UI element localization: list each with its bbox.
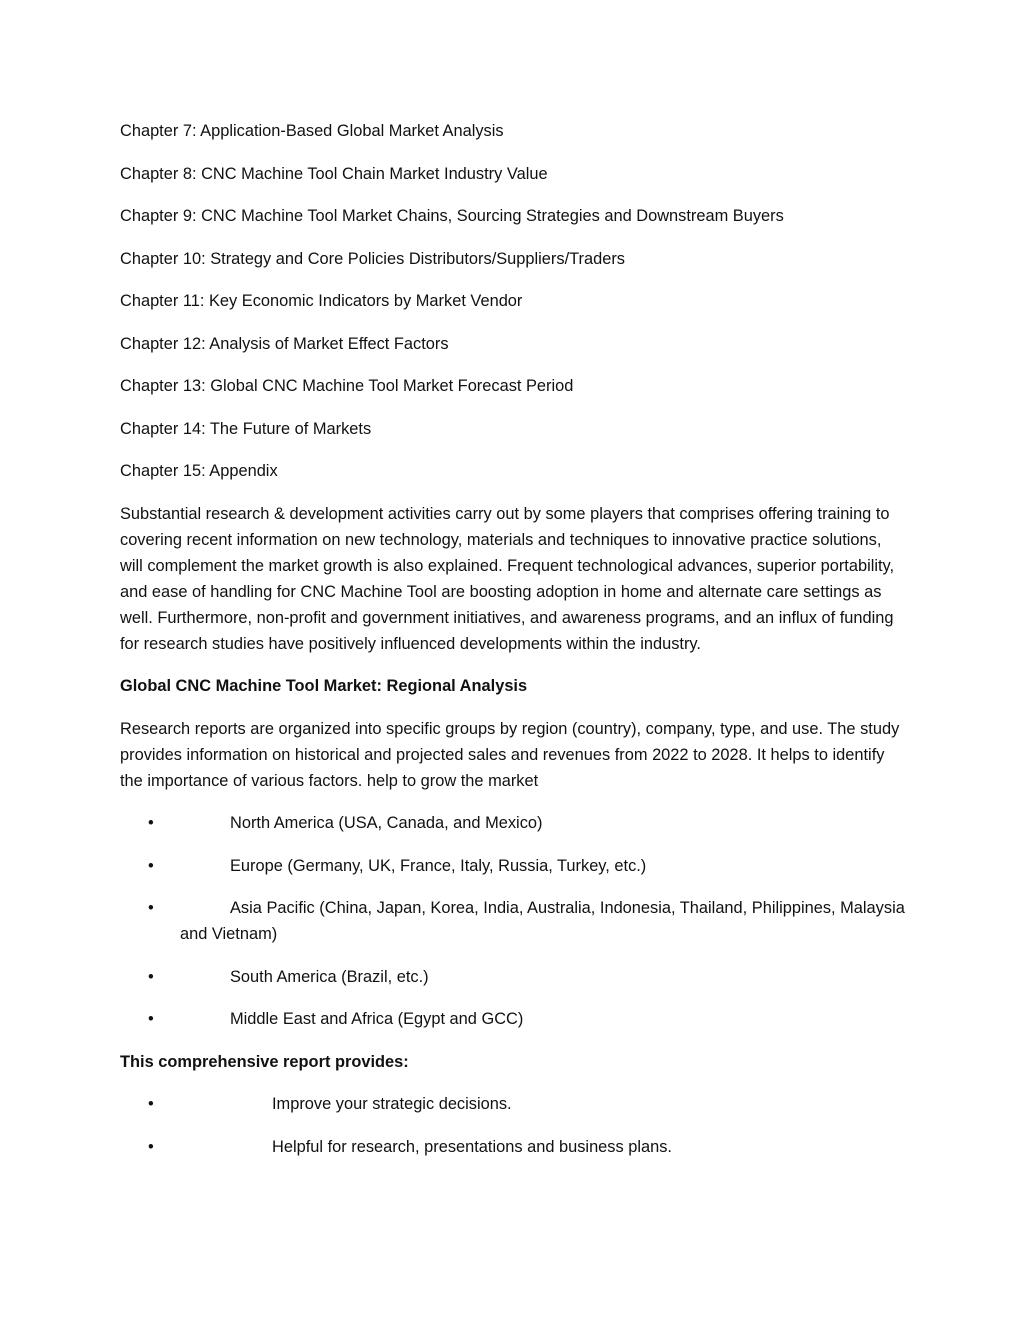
- regional-paragraph: Research reports are organized into specific groups by region (country), company, type, and use. The study provides information on historical and projected sales and revenues from 2022 to 2028. It helps to identify the importance of various factors. help to grow the market: [120, 719, 900, 790]
- report-item-label: Helpful for research, presentations and business plans.: [272, 1137, 672, 1156]
- region-label: North America (USA, Canada, and Mexico): [230, 814, 543, 832]
- chapter-8: Chapter 8: CNC Machine Tool Chain Market Industry Value: [120, 164, 548, 183]
- chapter-15: Chapter 15: Appendix: [120, 462, 278, 480]
- chapter-14: Chapter 14: The Future of Markets: [120, 419, 372, 438]
- bullet-icon: •: [148, 1137, 154, 1156]
- intro-paragraph: Substantial research & development activities carry out by some players that comprises offering training to covering recent information on new technology, materials and techniques to innovative practice solutions, will complement the market growth is also explained. Frequent technological advances, superior portability, and ease of handling for CNC Machine Tool are boosting adoption in home and alternate care settings as well. Furthermore, non-profit and government initiatives, and awareness programs, and an influx of funding for research studies have positively influenced developments within the industry.: [120, 504, 895, 653]
- report-item-strategic: [120, 1091, 906, 1117]
- bullet-icon: •: [148, 1095, 154, 1113]
- bullet-icon: •: [148, 899, 154, 917]
- report-provides-heading: This comprehensive report provides:: [120, 1052, 409, 1071]
- regional-analysis-heading: Global CNC Machine Tool Market: Regional Analysis: [120, 677, 528, 695]
- chapter-9: Chapter 9: CNC Machine Tool Market Chains, Sourcing Strategies and Downstream Buyers: [120, 207, 784, 225]
- bullet-icon: •: [148, 856, 154, 875]
- bullet-icon: •: [148, 1010, 154, 1028]
- chapter-12: Chapter 12: Analysis of Market Effect Factors: [120, 334, 449, 353]
- region-item-asia-pacific: [120, 895, 906, 947]
- region-item-north-america: [120, 810, 906, 836]
- bullet-icon: •: [148, 814, 154, 832]
- report-item-label: Improve your strategic decisions.: [272, 1095, 512, 1113]
- report-item-research: [120, 1134, 906, 1160]
- region-list: [120, 810, 906, 1032]
- region-label: Middle East and Africa (Egypt and GCC): [230, 1010, 524, 1028]
- bullet-icon: •: [148, 967, 154, 986]
- region-item-middle-east-africa: [120, 1006, 906, 1032]
- chapter-10: Chapter 10: Strategy and Core Policies Distributors/Suppliers/Traders: [120, 249, 625, 268]
- chapter-13: Chapter 13: Global CNC Machine Tool Market Forecast Period: [120, 377, 574, 395]
- chapter-11: Chapter 11: Key Economic Indicators by Market Vendor: [120, 292, 523, 310]
- region-label: Europe (Germany, UK, France, Italy, Russia, Turkey, etc.): [230, 856, 647, 875]
- region-item-south-america: [120, 964, 906, 990]
- report-benefits-list: [120, 1091, 906, 1160]
- region-label: Asia Pacific (China, Japan, Korea, India, Australia, Indonesia, Thailand, Philippines, Malaysia and Vietnam): [180, 899, 905, 943]
- region-item-europe: [120, 853, 906, 879]
- region-label: South America (Brazil, etc.): [230, 967, 429, 986]
- chapter-7: Chapter 7: Application-Based Global Market Analysis: [120, 122, 504, 140]
